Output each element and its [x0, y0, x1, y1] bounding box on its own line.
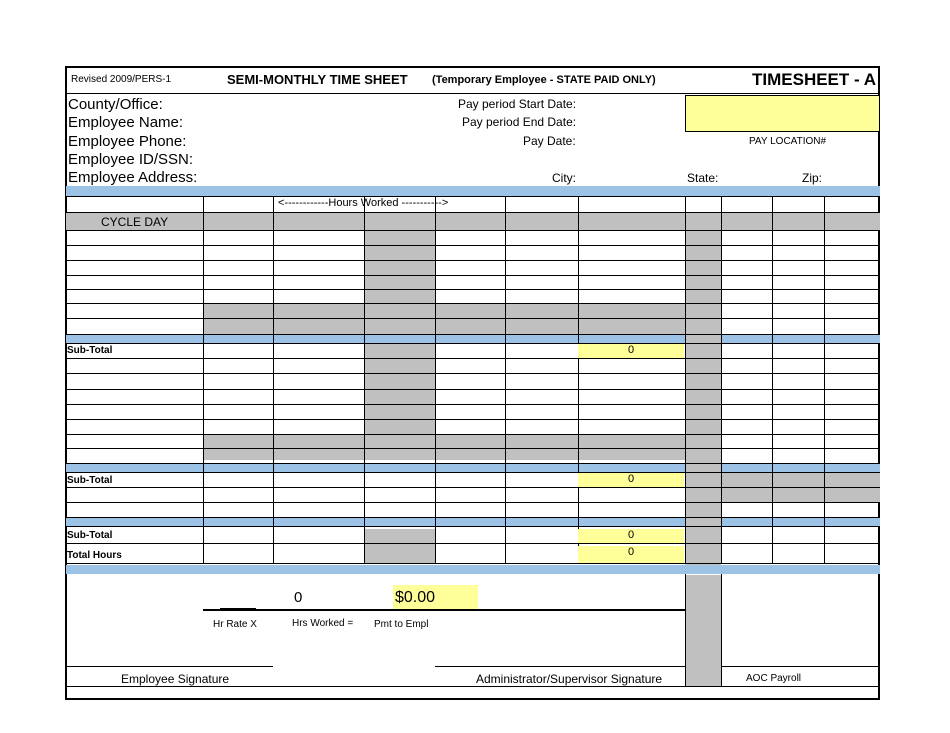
- grid-col-line: [435, 196, 436, 563]
- employee-signature-label: Employee Signature: [121, 672, 230, 686]
- employee-id-label: Employee ID/SSN:: [68, 151, 194, 168]
- grid-row-line: [66, 526, 880, 527]
- grid-row-line: [66, 358, 880, 359]
- grid-row-line: [66, 517, 880, 518]
- blue-band-2-right: [722, 463, 880, 472]
- grid-row-line: [66, 463, 880, 464]
- blue-band-3: [66, 517, 685, 526]
- grid-row-line: [66, 260, 880, 261]
- grid-row-line: [66, 389, 880, 390]
- header-divider: [65, 93, 880, 94]
- grid-col-line: [824, 196, 825, 563]
- subtotal-1-label: Sub-Total: [67, 345, 113, 356]
- aoc-payroll-label: AOC Payroll: [746, 673, 802, 684]
- zip-label: Zip:: [802, 171, 823, 185]
- right-header-band: [722, 212, 880, 230]
- employee-address-label: Employee Address:: [68, 169, 198, 186]
- grid-row-line: [66, 472, 880, 473]
- aoc-signature-line: [721, 666, 880, 667]
- subtotal-2-value: 0: [578, 473, 684, 487]
- grid-row-line: [66, 334, 880, 335]
- grid-col-line: [273, 196, 274, 563]
- blue-band-2: [66, 463, 685, 472]
- pay-location-label: PAY LOCATION#: [749, 136, 827, 147]
- pay-calc-line: [203, 609, 685, 611]
- grid-col-line: [505, 196, 506, 563]
- city-label: City:: [552, 171, 576, 185]
- pay-date-label: Pay Date:: [523, 134, 576, 148]
- gray-weekend-rows-2b: [435, 434, 685, 460]
- grid-col-line: [364, 196, 365, 563]
- total-hours-value: 0: [578, 546, 684, 563]
- admin-signature-label: Administrator/Supervisor Signature: [476, 672, 663, 686]
- grid-row-line: [66, 404, 880, 405]
- hours-total-value: 0: [294, 589, 303, 606]
- form-title: SEMI-MONTHLY TIME SHEET: [227, 72, 408, 87]
- hrs-worked-label: Hrs Worked =: [292, 618, 354, 629]
- grid-col-line: [578, 196, 579, 563]
- gray-right-rows-3: [722, 473, 880, 503]
- blue-band-1-right: [722, 334, 880, 343]
- grid-row-line: [66, 563, 880, 564]
- lower-col-line: [721, 574, 722, 686]
- subtotal-2-label: Sub-Total: [67, 475, 113, 486]
- county-office-label: County/Office:: [68, 96, 163, 113]
- cycle-day-header: CYCLE DAY: [101, 215, 169, 229]
- grid-row-line: [66, 275, 880, 276]
- gray-column-block-4: [364, 529, 435, 563]
- state-label: State:: [687, 171, 719, 185]
- grid-col-line: [772, 196, 773, 563]
- blue-band-1: [66, 334, 685, 343]
- pay-start-label: Pay period Start Date:: [458, 97, 577, 111]
- grid-row-line: [66, 303, 880, 304]
- grid-row-line: [66, 419, 880, 420]
- hr-rate-label: Hr Rate X: [213, 619, 257, 630]
- grid-row-line: [66, 245, 880, 246]
- subtotal-1-value: 0: [578, 344, 684, 358]
- hours-worked-header: <------------Hours Worked ----------->: [278, 197, 449, 209]
- signature-bottom-line: [66, 686, 880, 687]
- grid-row-line: [66, 230, 880, 231]
- blue-band-bottom: [66, 565, 880, 574]
- pmt-to-empl-label: Pmt to Empl: [374, 619, 429, 630]
- revised-label: Revised 2009/PERS-1: [71, 74, 172, 85]
- subtotal-3-value: 0: [578, 529, 684, 543]
- grid-row-line: [66, 318, 880, 319]
- grid-row-line: [66, 487, 880, 488]
- employee-name-label: Employee Name:: [68, 114, 184, 131]
- form-id: TIMESHEET - A: [752, 70, 877, 89]
- grid-row-line: [66, 434, 880, 435]
- grid-row-line: [66, 448, 880, 449]
- gray-separator-lower: [685, 575, 721, 686]
- grid-row-line: [66, 373, 880, 374]
- grid-row-line: [66, 502, 880, 503]
- lower-col-line: [685, 574, 686, 686]
- gray-weekend-rows-2a: [203, 434, 364, 460]
- subtotal-3-label: Sub-Total: [67, 530, 113, 541]
- grid-row-line: [66, 343, 880, 344]
- grid-row-line: [66, 543, 880, 544]
- employee-phone-label: Employee Phone:: [68, 133, 187, 150]
- grid-row-line: [66, 212, 880, 213]
- grid-row-line: [66, 289, 880, 290]
- blue-band-top: [66, 186, 880, 196]
- total-hours-label: Total Hours: [67, 550, 122, 561]
- form-subtitle: (Temporary Employee - STATE PAID ONLY): [432, 74, 656, 86]
- grid-row-line: [66, 196, 880, 197]
- gray-column-block-2: [364, 343, 435, 460]
- pay-amount-value: $0.00: [395, 589, 436, 606]
- grid-col-line: [203, 196, 204, 563]
- grid-col-line: [721, 196, 722, 563]
- pay-end-label: Pay period End Date:: [462, 115, 577, 129]
- pay-dates-input[interactable]: [685, 95, 880, 132]
- grid-col-line: [685, 196, 686, 563]
- employee-signature-line[interactable]: [66, 666, 273, 667]
- admin-signature-line[interactable]: [435, 666, 685, 667]
- blue-band-3-right: [722, 517, 880, 526]
